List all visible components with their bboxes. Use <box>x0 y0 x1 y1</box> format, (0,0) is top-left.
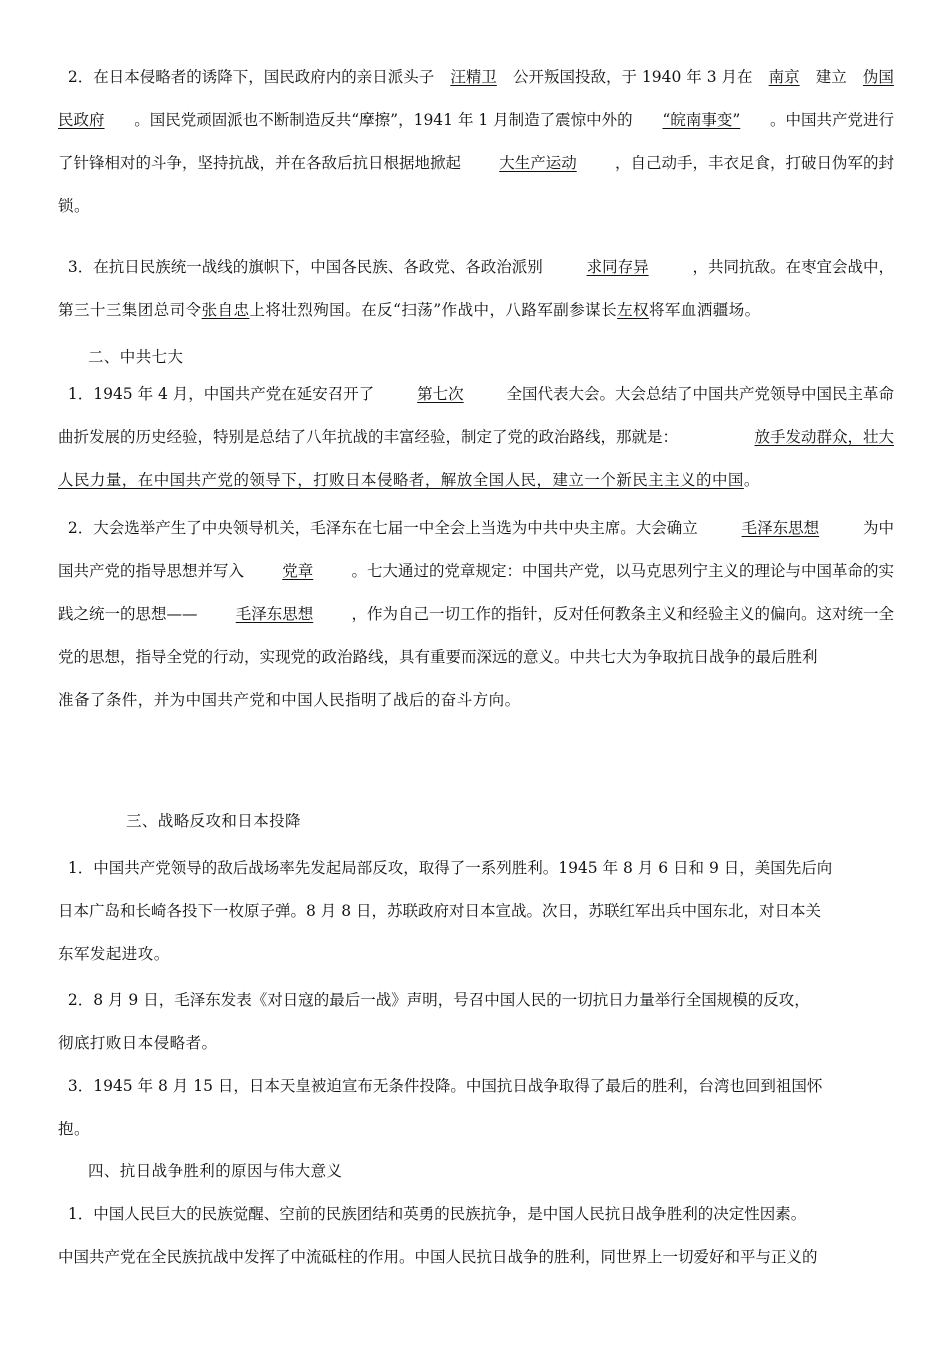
underlined-term: 张自忠 <box>201 301 250 319</box>
text-segment: 将军血洒疆场。 <box>648 301 761 319</box>
text-line <box>58 900 894 922</box>
text-line <box>58 109 894 131</box>
text-segment: 公开叛国投敌，于 1940 年 3 月在 <box>512 68 753 86</box>
text-segment: 1．1945 年 4 月，中国共产党在延安召开了 <box>58 385 375 403</box>
text-segment: 上将壮烈殉国。在反“扫荡”作战中，八路军副参谋长 <box>249 301 618 319</box>
text-line <box>58 689 894 711</box>
section-heading: 二、中共七大 <box>88 348 184 366</box>
text-segment: 1．中国共产党领导的敌后战场率先发起局部反攻，取得了一系列胜利。1945 年 8 月 6 日和 9 日，美国先后向 <box>58 859 833 877</box>
underlined-term: 大生产运动 <box>499 154 577 172</box>
text-segment: 第三十三集团总司令 <box>58 301 202 319</box>
text-segment: ，作为自己一切工作的指针，反对任何教条主义和经验主义的偏向。这对统一全 <box>351 605 894 623</box>
text-line <box>58 943 894 965</box>
text-segment: 党的思想，指导全党的行动，实现党的政治路线，具有重要而深远的意义。中共七大为争取抗日战争的最后胜利 <box>58 648 818 666</box>
text-segment: 1．中国人民巨大的民族觉醒、空前的民族团结和英勇的民族抗争，是中国人民抗日战争胜利的决定性因素。 <box>58 1205 807 1223</box>
text-segment: 日本广岛和长崎各投下一枚原子弹。8 月 8 日，苏联政府对日本宣战。次日，苏联红军出兵中国东北，对日本关 <box>58 902 822 920</box>
text-line <box>58 66 894 88</box>
underlined-term: 毛泽东思想 <box>741 519 820 537</box>
text-line <box>58 256 894 278</box>
text-line <box>58 517 894 539</box>
text-segment: 为中 <box>862 519 894 537</box>
underlined-term: 汪精卫 <box>450 68 497 86</box>
text-segment: 2．在日本侵略者的诱降下，国民政府内的亲日派头子 <box>58 68 435 86</box>
underlined-term: 求同存异 <box>586 258 649 276</box>
text-segment: 2．8 月 9 日，毛泽东发表《对日寇的最后一战》声明，号召中国人民的一切抗日力量举行全国规模的反攻， <box>58 991 810 1009</box>
text-segment: 。中国共产党进行 <box>769 111 894 129</box>
text-segment: 锁。 <box>58 197 90 215</box>
text-line <box>58 560 894 582</box>
text-line <box>58 1032 894 1054</box>
text-segment: 全国代表大会。大会总结了中国共产党领导中国民主革命 <box>506 385 894 403</box>
underlined-term: 伪国 <box>862 68 894 86</box>
text-line <box>58 1075 894 1097</box>
text-line <box>58 152 894 174</box>
text-segment: 践之统一的思想—— <box>58 605 198 623</box>
text-segment: 2．大会选举产生了中央领导机关，毛泽东在七届一中全会上当选为中共中央主席。大会确立 <box>58 519 698 537</box>
text-segment: 国共产党的指导思想并写入 <box>58 562 245 580</box>
text-segment: 抱。 <box>58 1120 90 1138</box>
text-segment: ，自己动手，丰衣足食，打破日伪军的封 <box>614 154 894 172</box>
text-line <box>58 469 894 491</box>
text-segment: 中国共产党在全民族抗战中发挥了中流砥柱的作用。中国人民抗日战争的胜利，同世界上一切爱好和平与正义的 <box>58 1248 818 1266</box>
text-segment: 。国民党顽固派也不断制造反共“摩擦”，1941 年 1 月制造了震惊中外的 <box>134 111 633 129</box>
text-line <box>58 1118 894 1140</box>
text-segment: 建立 <box>815 68 847 86</box>
text-line <box>58 1246 894 1268</box>
underlined-term: 民政府 <box>58 111 105 129</box>
text-line <box>58 426 894 448</box>
text-line <box>58 383 894 405</box>
section-heading: 三、战略反攻和日本投降 <box>126 812 301 830</box>
text-line <box>58 857 894 879</box>
text-segment: 。 <box>743 471 760 489</box>
text-line <box>58 195 894 217</box>
underlined-term: 党章 <box>282 562 314 580</box>
underlined-term: 南京 <box>768 68 800 86</box>
text-line <box>58 646 894 668</box>
text-segment: 曲折发展的历史经验，特别是总结了八年抗战的丰富经验，制定了党的政治路线，那就是： <box>58 428 679 446</box>
text-segment: 东军发起进攻。 <box>58 945 170 963</box>
underlined-term: 毛泽东思想 <box>235 605 314 623</box>
underlined-term: 左权 <box>617 301 649 319</box>
section-heading: 四、抗日战争胜利的原因与伟大意义 <box>88 1162 343 1180</box>
text-segment: 3．在抗日民族统一战线的旗帜下，中国各民族、各政党、各政治派别 <box>58 258 543 276</box>
text-segment: 准备了条件，并为中国共产党和中国人民指明了战后的奋斗方向。 <box>58 691 521 709</box>
text-segment: 了针锋相对的斗争，坚持抗战，并在各敌后抗日根据地掀起 <box>58 154 462 172</box>
text-segment: 3．1945 年 8 月 15 日，日本天皇被迫宣布无条件投降。中国抗日战争取得了最后的胜利，台湾也回到祖国怀 <box>58 1077 823 1095</box>
text-segment: 。七大通过的党章规定：中国共产党，以马克思列宁主义的理论与中国革命的实 <box>351 562 894 580</box>
underlined-term: 人民力量，在中国共产党的领导下，打败日本侵略者，解放全国人民，建立一个新民主主义的中国 <box>58 471 744 489</box>
text-segment: 彻底打败日本侵略者。 <box>58 1034 218 1052</box>
text-line <box>58 1203 894 1225</box>
text-line <box>58 603 894 625</box>
underlined-term: 放手发动群众，壮大 <box>754 428 894 446</box>
underlined-term: 第七次 <box>417 385 464 403</box>
text-line <box>58 299 894 321</box>
text-line <box>58 989 894 1011</box>
text-segment: ，共同抗敌。在枣宜会战中， <box>692 258 894 276</box>
underlined-term: “皖南事变” <box>662 111 741 129</box>
